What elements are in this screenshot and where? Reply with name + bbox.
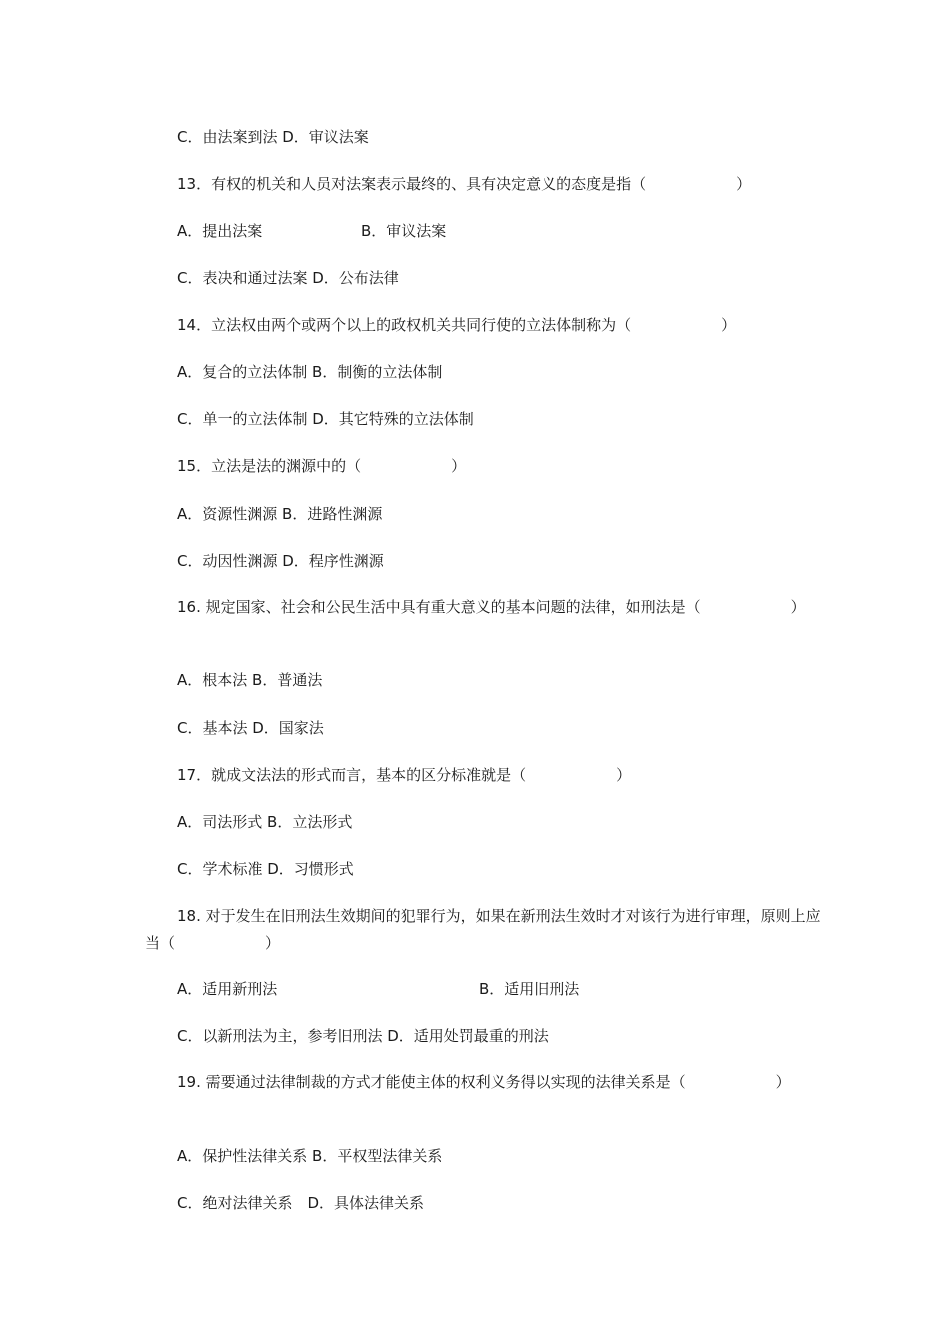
q13-options-cd: C．表决和通过法案 D．公布法律 xyxy=(177,269,399,287)
question-17: 17．就成文法法的形式而言，基本的区分标准就是（ ） xyxy=(177,766,632,784)
question-14: 14．立法权由两个或两个以上的政权机关共同行使的立法体制称为（ ） xyxy=(177,316,737,334)
q13-option-a: A．提出法案 xyxy=(177,222,263,240)
question-15: 15．立法是法的渊源中的（ ） xyxy=(177,457,467,475)
q16-options-ab: A．根本法 B．普通法 xyxy=(177,671,323,689)
q12-options-cd: C．由法案到法 D．审议法案 xyxy=(177,128,369,146)
question-19: 19. 需要通过法律制裁的方式才能使主体的权利义务得以实现的法律关系是（ ） xyxy=(177,1073,791,1091)
q15-options-ab: A．资源性渊源 B．进路性渊源 xyxy=(177,505,383,523)
question-13: 13．有权的机关和人员对法案表示最终的、具有决定意义的态度是指（ ） xyxy=(177,175,752,193)
q14-options-ab: A．复合的立法体制 B．制衡的立法体制 xyxy=(177,363,443,381)
q18-options-cd: C．以新刑法为主，参考旧刑法 D．适用处罚最重的刑法 xyxy=(177,1027,549,1045)
question-18: 18. 对于发生在旧刑法生效期间的犯罪行为，如果在新刑法生效时才对该行为进行审理，原则上应当（ ） xyxy=(145,907,821,952)
q17-options-ab: A．司法形式 B．立法形式 xyxy=(177,813,353,831)
q13-option-b: B．审议法案 xyxy=(361,222,447,240)
q18-option-a: A．适用新刑法 xyxy=(177,980,278,998)
q18-option-b: B．适用旧刑法 xyxy=(479,980,580,998)
q19-options-cd: C．绝对法律关系 D．具体法律关系 xyxy=(177,1194,425,1212)
q17-options-cd: C．学术标准 D．习惯形式 xyxy=(177,860,354,878)
question-16: 16. 规定国家、社会和公民生活中具有重大意义的基本问题的法律，如刑法是（ ） xyxy=(177,598,806,616)
q19-options-ab: A．保护性法律关系 B．平权型法律关系 xyxy=(177,1147,443,1165)
q16-options-cd: C．基本法 D．国家法 xyxy=(177,719,324,737)
q15-options-cd: C．动因性渊源 D．程序性渊源 xyxy=(177,552,384,570)
q14-options-cd: C．单一的立法体制 D．其它特殊的立法体制 xyxy=(177,410,474,428)
